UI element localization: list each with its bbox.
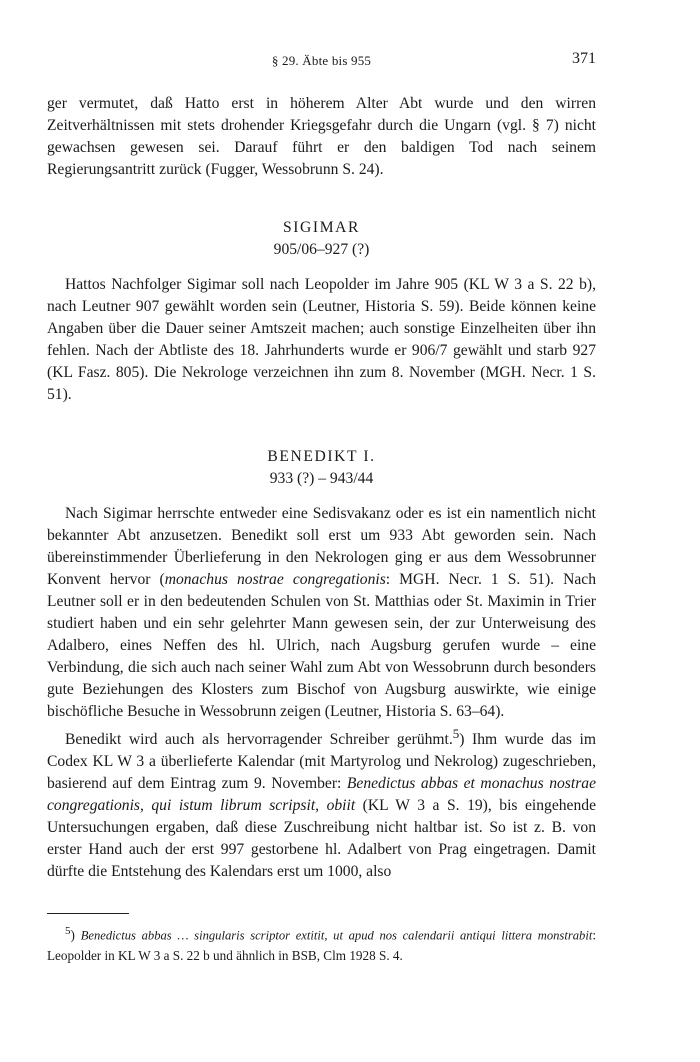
footnote-latin-quote: Benedictus abbas … singularis scriptor extitit, ut apud nos calendarii antiqui littera monstrabit xyxy=(80,928,593,943)
section-dates-benedikt: 933 (?) – 943/44 xyxy=(269,470,374,487)
benedikt-p2-latin-quote: Benedictus abbas et monachus nostrae congregationis, qui istum librum scripsit, obiit xyxy=(47,775,596,815)
footnote-5 xyxy=(47,922,596,964)
benedikt-paragraph-2 xyxy=(47,723,596,883)
book-page xyxy=(47,50,596,965)
section-dates-sigimar: 905/06–927 (?) xyxy=(273,241,370,258)
section-benedikt xyxy=(47,446,596,883)
section-title-benedikt: BENEDIKT I. xyxy=(267,448,376,465)
footnote-reference[interactable]: 5 xyxy=(452,726,460,741)
benedikt-paragraph-1 xyxy=(47,503,596,723)
benedikt-p1-text-b: : MGH. Necr. 1 S. 51). Nach Leutner soll er in den bedeutenden Schulen von St. Matthias oder St. Maximin in Trier studiert haben und ein sehr gelehrter Mann gewesen sein, der zur Unterweisung des Adalbero, eines Neffen des hl. Ulrich, nach Augsburg gerufen wurde – eine Verbindung, die sich auch nach seiner Wahl zum Abt von Wessobrunn durch besonders gute Beziehungen des Klosters zum Bischof von Augsburg auswirkte, wie einige bischöfliche Besuche in Wessobrunn zeigen (Leutner, Historia S. 63–64). xyxy=(47,571,596,720)
benedikt-p1-text-a: Nach Sigimar herrschte entweder eine Sedisvakanz oder es ist ein namentlich nicht bekannter Abt anzusetzen. Benedikt soll erst um 933 Abt geworden sein. Nach übereinstimmender Überlieferung in den Nekrologen ging er aus dem Wessobrunner Konvent hervor ( xyxy=(47,505,596,588)
footnote-divider xyxy=(47,913,129,914)
footnote-marker: 5 xyxy=(65,925,71,938)
running-header xyxy=(47,50,596,74)
section-title-sigimar: SIGIMAR xyxy=(282,219,361,236)
benedikt-p1-latin-quote: monachus nostrae congregationis xyxy=(164,571,386,588)
section-sigimar xyxy=(47,217,596,406)
benedikt-p2-text-b: ) Ihm wurde das im Codex KL W 3 a überlieferte Kalendar (mit Martyrolog und Nekrolog) zugeschrieben, basierend auf dem Eintrag zum 9. November: xyxy=(47,731,596,793)
sigimar-paragraph: Hattos Nachfolger Sigimar soll nach Leopolder im Jahre 905 (KL W 3 a S. 22 b), nach Leutner 907 gewählt worden sein (Leutner, Historia S. 59). Beide können keine Angaben über die Dauer seiner Amtszeit machen; auch sonstige Einzelheiten über ihn fehlen. Nach der Abtliste des 18. Jahrhunderts wurde er 906/7 gewählt und starb 927 (KL Fasz. 805). Die Nekrologe verzeichnen ihn zum 8. November (MGH. Necr. 1 S. 51). xyxy=(47,276,596,403)
benedikt-p2-text-c: (KL W 3 a S. 19), bis eingehende Untersuchungen ergaben, daß diese Zuschreibung nicht haltbar ist. So ist z. B. von erster Hand auch der erst 997 gestorbene hl. Adalbert von Prag eingetragen. Damit dürfte die Entstehung des Kalendars erst um 1000, also xyxy=(47,797,596,881)
footnote-marker-paren: ) xyxy=(70,927,75,943)
page-number: 371 xyxy=(572,50,596,67)
benedikt-p2-text-a: Benedikt wird auch als hervorragender Schreiber gerühmt. xyxy=(65,731,453,749)
intro-paragraph: ger vermutet, daß Hatto erst in höherem Alter Abt wurde und den wirren Zeitverhältnissen mit stets drohender Kriegsgefahr durch die Ungarn (vgl. § 7) nicht gewachsen gewesen sei. Darauf führt er den baldigen Tod nach seinem Regierungsantritt zurück (Fugger, Wessobrunn S. 24). xyxy=(47,95,596,178)
footnote-text: : Leopolder in KL W 3 a S. 22 b und ähnlich in BSB, Clm 1928 S. 4. xyxy=(47,927,596,963)
running-title: § 29. Äbte bis 955 xyxy=(271,53,372,68)
